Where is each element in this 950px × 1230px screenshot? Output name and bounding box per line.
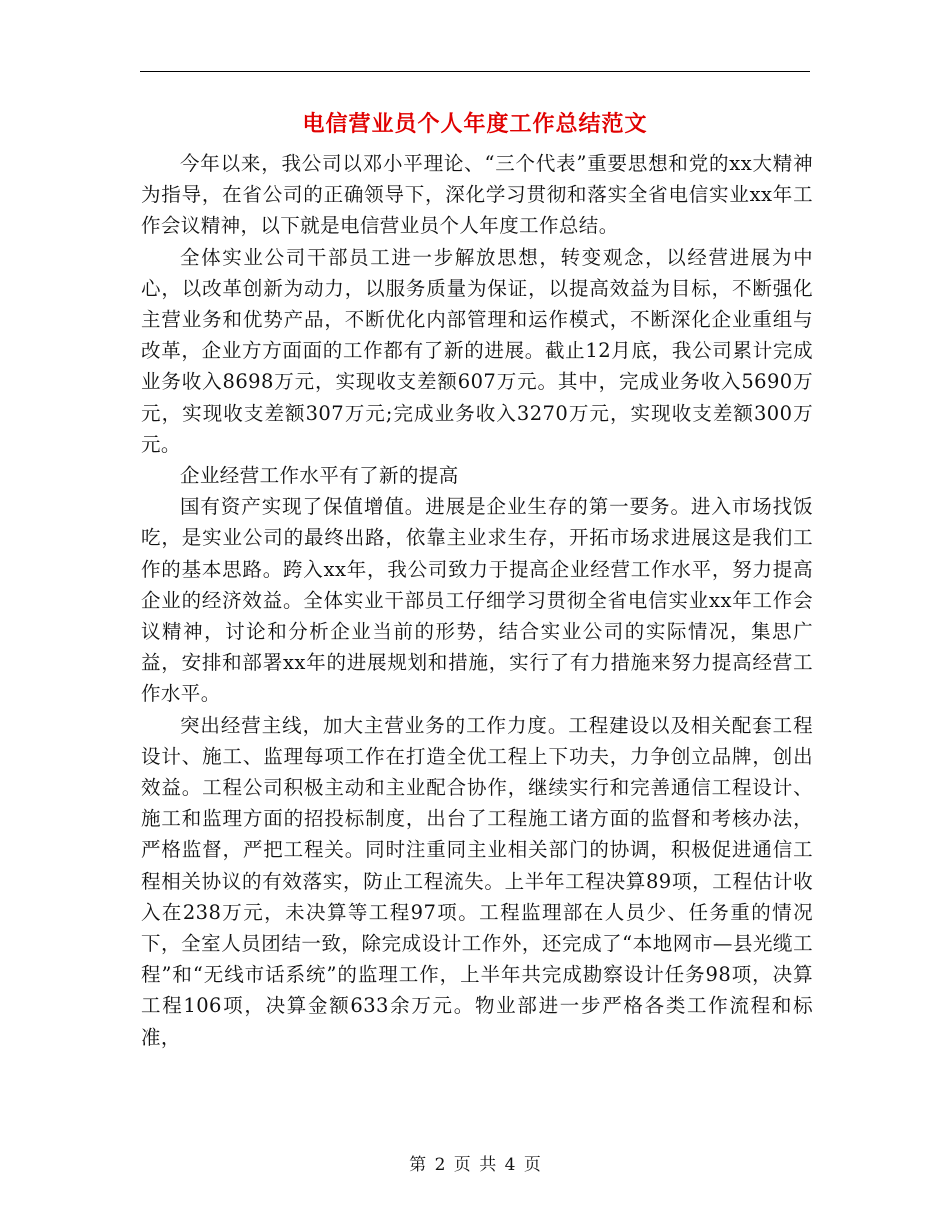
paragraph-4: 突出经营主线，加大主营业务的工作力度。工程建设以及相关配套工程设计、施工、监理每项工作在打造全优工程上下功夫，力争创立品牌，创出效益。工程公司积极主动和主业配合协作，继续实行和完善通信工程设计、施工和监理方面的招投标制度，出台了工程施工诸方面的监督和考核办法，严格监督，严把工程关。同时注重同主业相关部门的协调，积极促进通信工程相关协议的有效落实，防止工程流失。上半年工程决算89项，工程估计收入在238万元，未决算等工程97项。工程监理部在人员少、任务重的情况下，全室人员团结一致，除完成设计工作外，还完成了“本地网市—县光缆工程”和“无线市话系统”的监理工作，上半年共完成勘察设计任务98项，决算工程106项，决算金额633余万元。物业部进一步严格各类工作流程和标准，	[141, 713, 813, 1049]
document-title: 电信营业员个人年度工作总结范文	[302, 112, 648, 137]
section-heading: 企业经营工作水平有了新的提高	[180, 464, 459, 488]
paragraph-1: 今年以来，我公司以邓小平理论、“三个代表”重要思想和党的xx大精神为指导，在省公司的正确领导下，深化学习贯彻和落实全省电信实业xx年工作会议精神，以下就是电信营业员个人年度工作总结。	[141, 152, 813, 238]
paragraph-2: 全体实业公司干部员工进一步解放思想，转变观念，以经营进展为中心，以改革创新为动力，以服务质量为保证，以提高效益为目标，不断强化主营业务和优势产品，不断优化内部管理和运作模式，不断深化企业重组与改革，企业方方面面的工作都有了新的进展。截止12月底，我公司累计完成业务收入8698万元，实现收支差额607万元。其中，完成业务收入5690万元，实现收支差额307万元;完成业务收入3270万元，实现收支差额300万元。	[141, 245, 813, 456]
document-body	[141, 148, 813, 1053]
page-number: 第 2 页 共 4 页	[409, 1155, 541, 1175]
paragraph-3: 国有资产实现了保值增值。进展是企业生存的第一要务。进入市场找饭吃，是实业公司的最终出路，依靠主业求生存，开拓市场求进展这是我们工作的基本思路。跨入xx年，我公司致力于提高企业经营工作水平，努力提高企业的经济效益。全体实业干部员工仔细学习贯彻全省电信实业xx年工作会议精神，讨论和分析企业当前的形势，结合实业公司的实际情况，集思广益，安排和部署xx年的进展规划和措施，实行了有力措施来努力提高经营工作水平。	[141, 495, 813, 706]
header-rule	[140, 71, 810, 72]
